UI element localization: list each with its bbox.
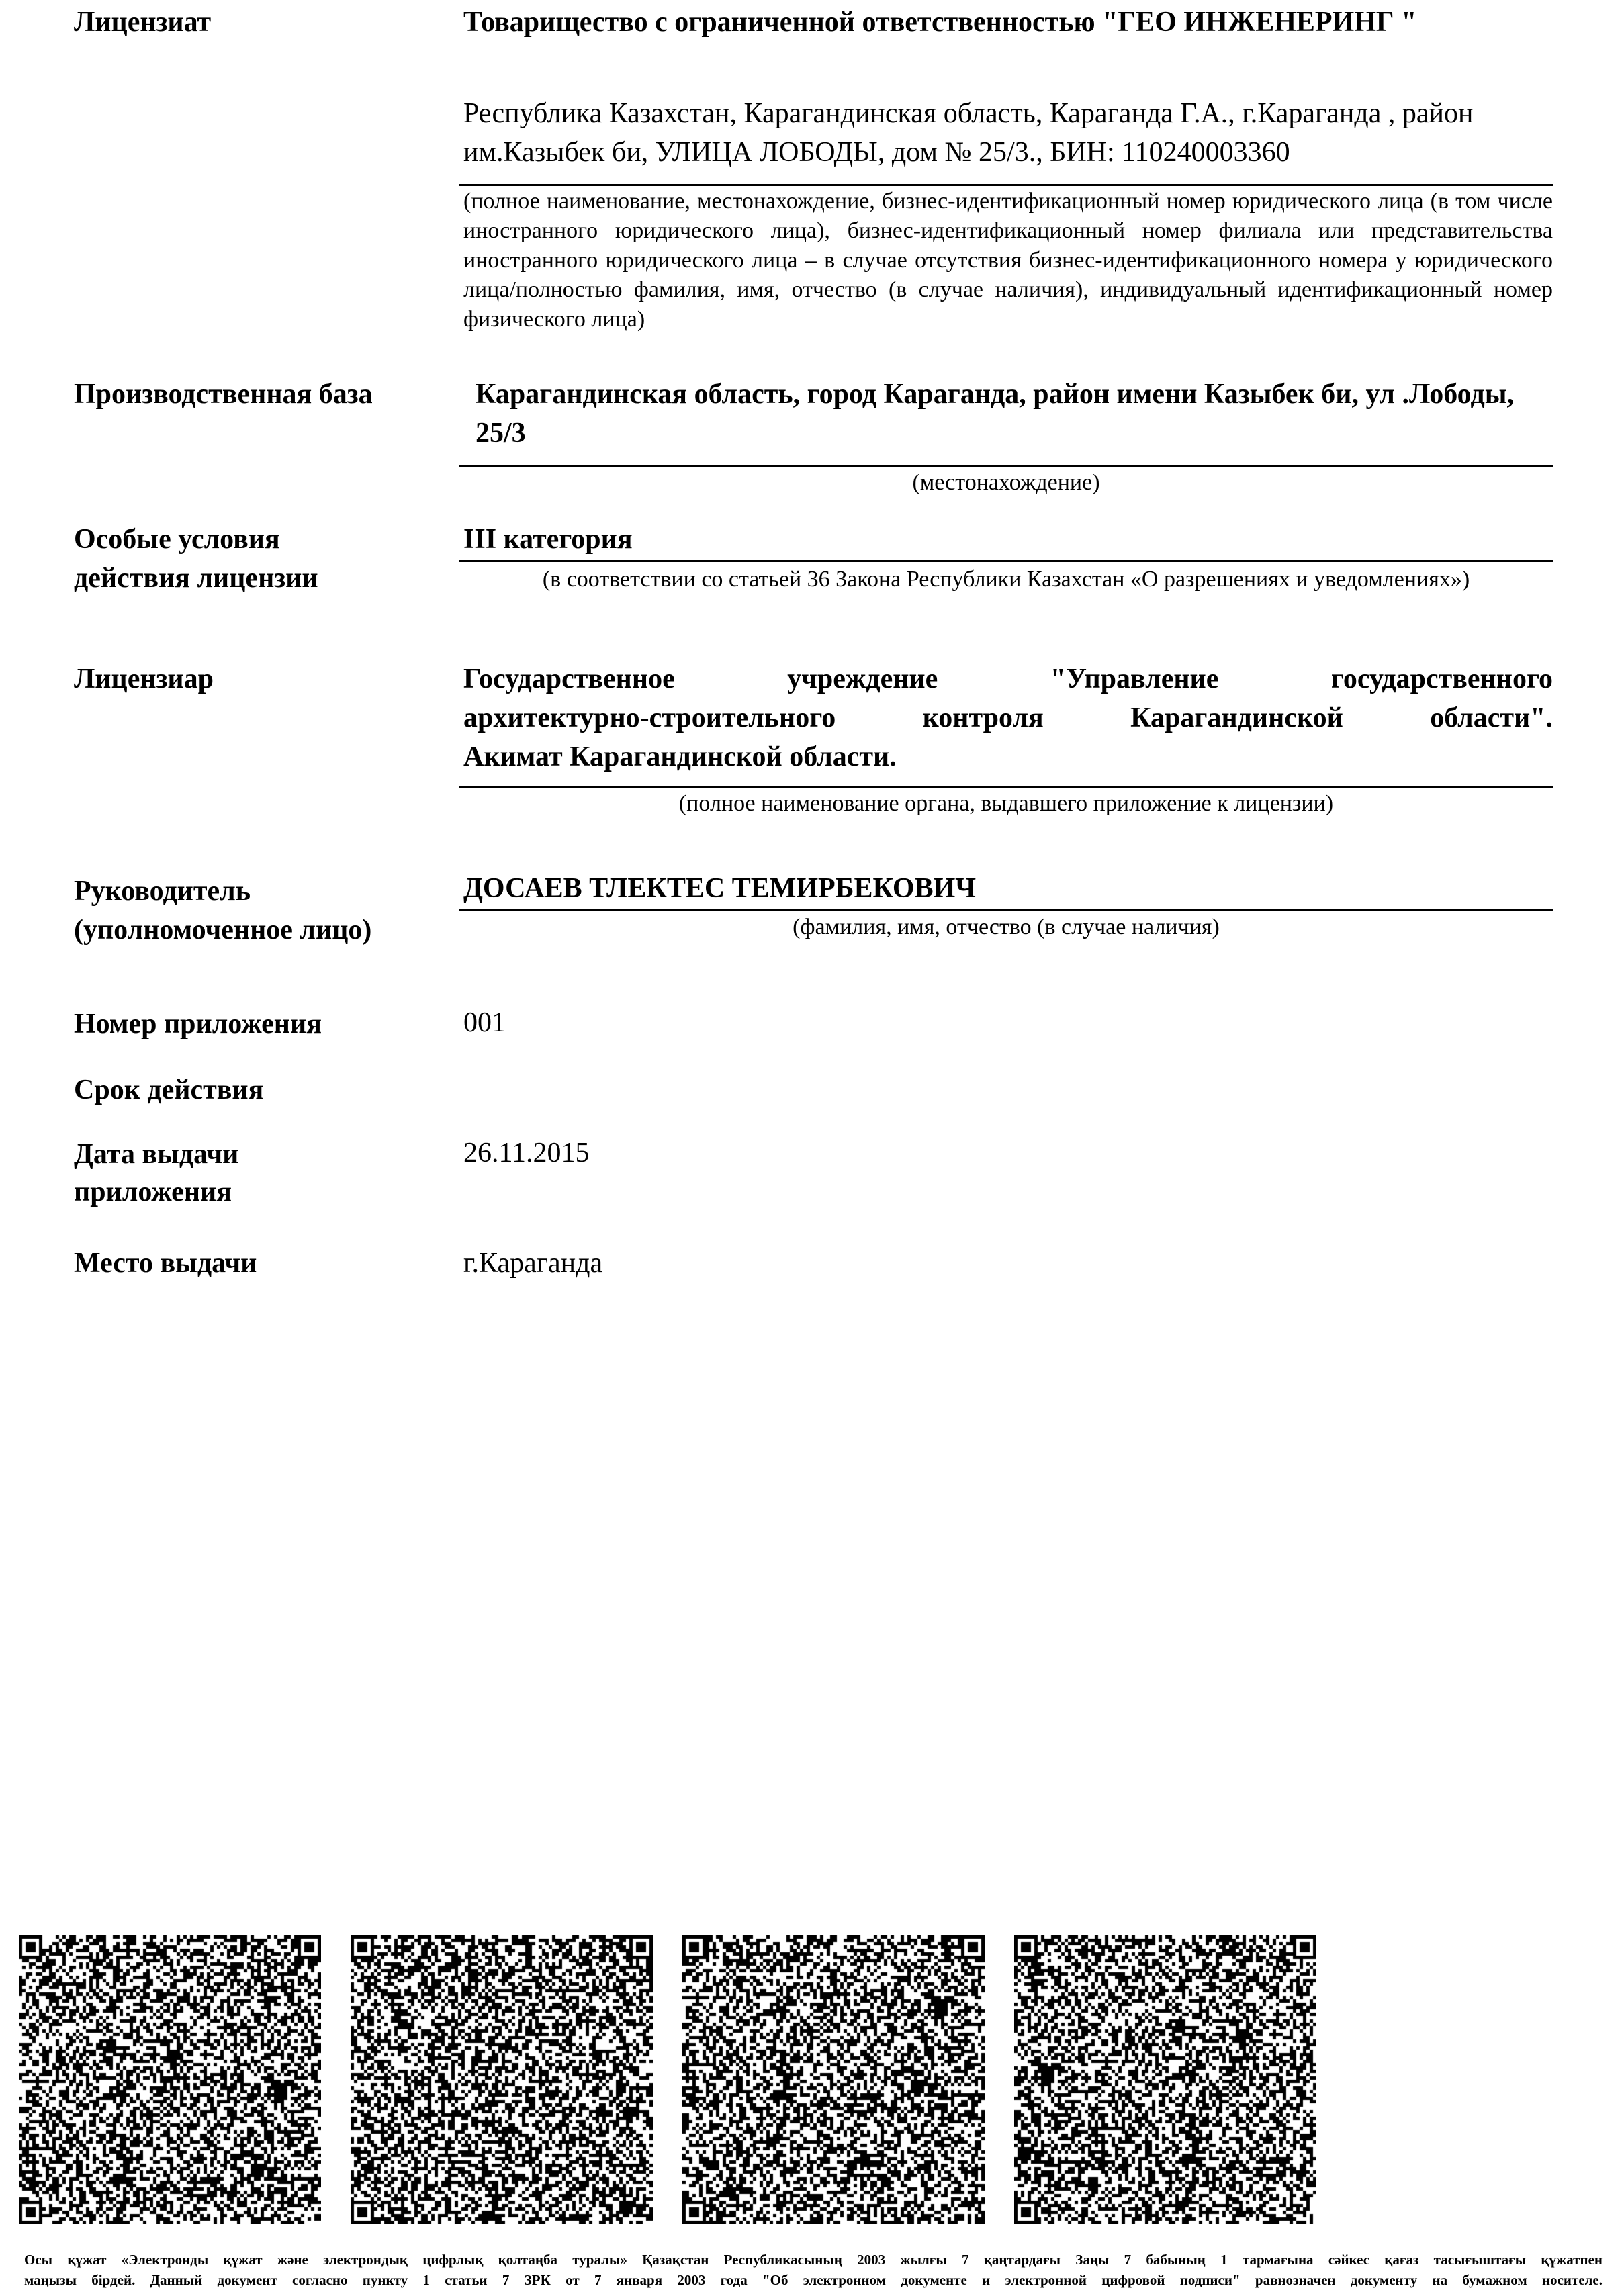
qr-code-icon bbox=[682, 1935, 985, 2224]
issue-place-label: Место выдачи bbox=[74, 1248, 257, 1279]
production-base-value: Карагандинская область, город Караганда, район имени Казыбек би, ул .Лободы, 25/3 bbox=[476, 379, 1515, 449]
head-rule bbox=[459, 909, 1553, 911]
licensor-rule bbox=[459, 786, 1553, 788]
licensor-line2: архитектурно-строительного контроля Карагандинской области". bbox=[463, 702, 1553, 733]
special-conditions-label-line1: Особые условия bbox=[74, 524, 280, 555]
issue-date-value: 26.11.2015 bbox=[463, 1138, 590, 1168]
production-base-caption: (местонахождение) bbox=[912, 470, 1100, 495]
issue-place-value: г.Караганда bbox=[463, 1248, 603, 1279]
footer-line2: маңызы бірдей. Данный документ согласно пункту 1 статьи 7 ЗРК от 7 января 2003 года "Об электронном документе и электронной цифровой подписи" равнозначен документу на бумажном носителе. bbox=[24, 2272, 1603, 2288]
licensor-label: Лицензиар bbox=[74, 663, 214, 694]
issue-date-label-line1: Дата выдачи bbox=[74, 1139, 239, 1170]
head-caption: (фамилия, имя, отчество (в случае наличия) bbox=[793, 915, 1220, 939]
special-conditions-value: III категория bbox=[463, 524, 633, 555]
head-label-line1: Руководитель bbox=[74, 876, 251, 907]
appendix-number-label: Номер приложения bbox=[74, 1009, 322, 1040]
licensee-label: Лицензиат bbox=[74, 7, 212, 38]
special-conditions-rule bbox=[459, 560, 1553, 562]
special-conditions-label-line2: действия лицензии bbox=[74, 563, 318, 594]
licensee-name: Товарищество с ограниченной ответственностью "ГЕО ИНЖЕНЕРИНГ " bbox=[463, 7, 1417, 38]
validity-label: Срок действия bbox=[74, 1074, 264, 1105]
qr-code-icon bbox=[351, 1935, 653, 2224]
licensee-rule bbox=[459, 184, 1553, 186]
appendix-number-value: 001 bbox=[463, 1007, 506, 1038]
footer-line1: Осы құжат «Электронды құжат және электрондық цифрлық қолтаңба туралы» Қазақстан Республикасының 2003 жылғы 7 қаңтардағы Заңы 7 бабының 1 тармағына сәйкес қағаз тасығыштағы құжатпен bbox=[24, 2252, 1603, 2268]
qr-code-icon bbox=[1014, 1935, 1316, 2224]
head-label-line2: (уполномоченное лицо) bbox=[74, 915, 372, 946]
head-value: ДОСАЕВ ТЛЕКТЕС ТЕМИРБЕКОВИЧ bbox=[463, 873, 977, 904]
qr-code-icon bbox=[19, 1935, 321, 2224]
legal-footer bbox=[24, 2250, 1603, 2290]
production-base-label: Производственная база bbox=[74, 379, 373, 410]
production-base-rule bbox=[459, 465, 1553, 467]
licensee-caption: (полное наименование, местонахождение, бизнес-идентификационный номер юридического лица (в том числе иностранного юридического лица), бизнес-идентификационный номер филиала или представительства иностранного юридического лица – в случае отсутствия бизнес-идентификационного номера у юридического лица/полностью фамилия, имя, отчество (в случае наличия), индивидуальный идентификационный номер физического лица) bbox=[463, 189, 1553, 332]
licensee-address: Республика Казахстан, Карагандинская область, Караганда Г.А., г.Караганда , район им.Казыбек би, УЛИЦА ЛОБОДЫ, дом № 25/3., БИН: 110240003360 bbox=[463, 98, 1474, 168]
issue-date-label-line2: приложения bbox=[74, 1177, 232, 1207]
licensor-line3: Акимат Карагандинской области. bbox=[463, 741, 897, 772]
licensor-caption: (полное наименование органа, выдавшего приложение к лицензии) bbox=[678, 791, 1334, 816]
licensor-line1: Государственное учреждение "Управление государственного bbox=[463, 663, 1553, 694]
special-conditions-caption: (в соответствии со статьей 36 Закона Республики Казахстан «О разрешениях и уведомлениях») bbox=[542, 567, 1470, 592]
